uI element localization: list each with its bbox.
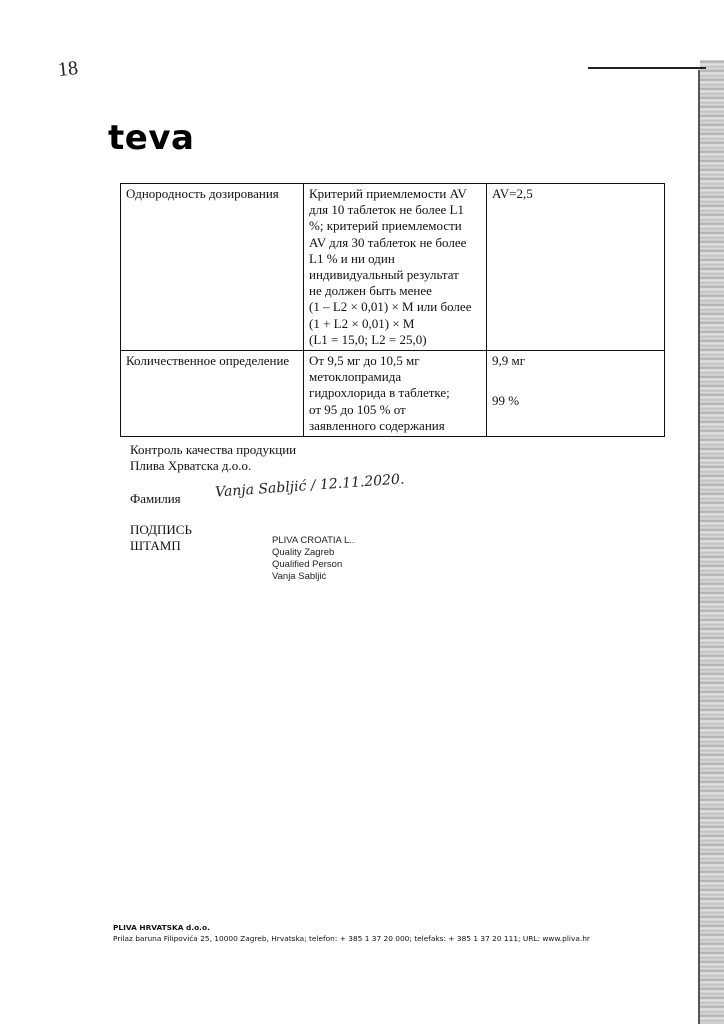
stamp-label: ШТАМП — [130, 538, 181, 553]
surname-label: Фамилия — [130, 491, 181, 506]
stamp-line: Quality Zagreb — [272, 547, 335, 558]
criteria-line: метоклопрамида — [309, 369, 402, 385]
criteria-line: для 10 таблеток не более L1 — [309, 202, 464, 218]
criteria-line: (1 – L2 × 0,01) × M или более — [309, 299, 472, 315]
parameter-cell: Однородность дозирования — [121, 184, 304, 351]
criteria-cell — [304, 184, 487, 351]
quality-control-block — [130, 442, 296, 474]
table-row — [121, 351, 665, 437]
scan-edge-shadow — [700, 60, 724, 1024]
qc-department: Контроль качества продукции — [130, 442, 297, 457]
result-value: 9,9 мг — [492, 353, 526, 369]
criteria-line: (1 + L2 × 0,01) × M — [309, 315, 415, 331]
criteria-line: индивидуальный результат — [309, 267, 459, 283]
criteria-line: (L1 = 15,0; L2 = 25,0) — [309, 331, 427, 347]
criteria-line: гидрохлорида в таблетке; — [309, 385, 450, 401]
company-stamp — [272, 535, 355, 583]
footer-address: Prilaz baruna Filipovića 25, 10000 Zagreb, Hrvatska; telefon: + 385 1 37 20 000; telefaks: + 385 1 37 20 111; URL: www.pliva.hr — [113, 934, 590, 943]
result-cell — [487, 351, 665, 437]
top-rule — [588, 67, 706, 69]
signature-label: ПОДПИСЬ — [130, 522, 192, 537]
criteria-line: не должен быть менее — [309, 283, 432, 299]
stamp-line: PLIVA CROATIA L.. — [272, 535, 355, 546]
handwritten-signature: Vanja Sablјić / 12.11.2020. — [214, 471, 405, 501]
criteria-line: от 95 до 105 % от — [309, 401, 406, 417]
criteria-line: заявленного содержания — [309, 417, 445, 433]
footer-company: PLIVA HRVATSKA d.o.o. — [113, 923, 210, 932]
result-cell — [487, 184, 665, 351]
handwritten-page-number: 18 — [56, 57, 80, 81]
stamp-line: Vanja Sabljić — [272, 571, 327, 582]
teva-logo: teva — [108, 118, 195, 158]
footer — [113, 922, 590, 944]
signature-stamp-labels — [130, 522, 192, 554]
criteria-line: L1 % и ни один — [309, 250, 395, 266]
criteria-line: От 9,5 мг до 10,5 мг — [309, 353, 420, 369]
table-row — [121, 184, 665, 351]
qc-company: Плива Хрватска д.о.о. — [130, 458, 252, 473]
criteria-line: AV для 30 таблеток не более — [309, 234, 467, 250]
result-value: AV=2,5 — [492, 186, 533, 201]
criteria-cell — [304, 351, 487, 437]
criteria-line: %; критерий приемлемости — [309, 218, 462, 234]
result-spacer — [492, 369, 659, 393]
stamp-line: Qualified Person — [272, 559, 343, 570]
criteria-line: Критерий приемлемости AV — [309, 186, 467, 201]
result-value: 99 % — [492, 393, 520, 409]
parameter-cell: Количественное определение — [121, 351, 304, 437]
specification-table — [120, 183, 665, 437]
scan-edge-line — [698, 70, 700, 1024]
